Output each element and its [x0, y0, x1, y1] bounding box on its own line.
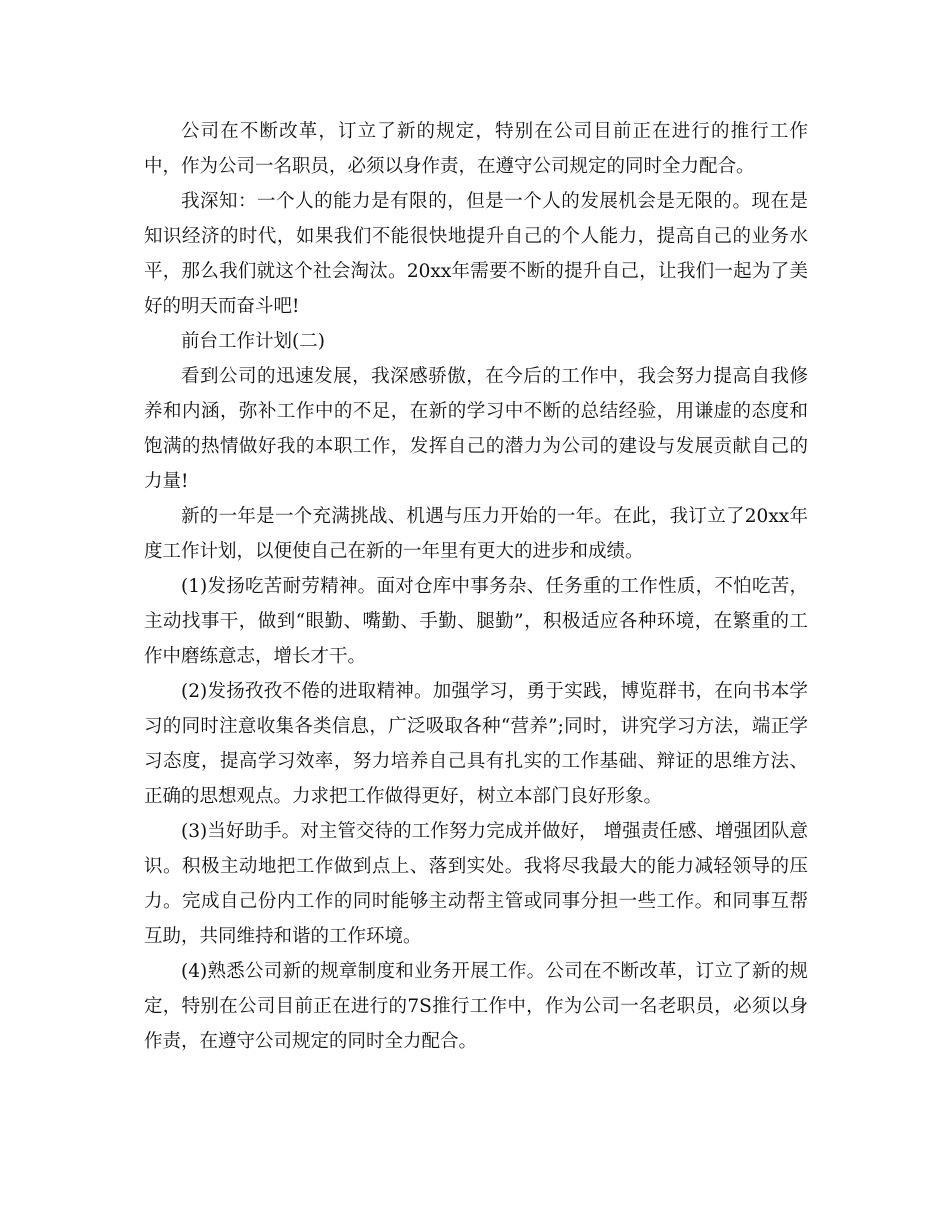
list-item-4: (4)熟悉公司新的规章制度和业务开展工作。公司在不断改革，订立了新的规定，特别在公司目前正在进行的7S推行工作中，作为公司一名老职员，必须以身作责，在遵守公司规定的同时全力配合。 — [144, 961, 808, 1052]
paragraph-self-improvement: 我深知：一个人的能力是有限的，但是一个人的发展机会是无限的。现在是知识经济的时代，如果我们不能很快地提升自己的个人能力，提高自己的业务水平，那么我们就这个社会淘汰。20xx年需要不断的提升自己，让我们一起为了美好的明天而奋斗吧! — [144, 191, 808, 317]
paragraph-new-year-plan: 新的一年是一个充满挑战、机遇与压力开始的一年。在此，我订立了20xx年度工作计划，以便使自己在新的一年里有更大的进步和成绩。 — [144, 506, 808, 562]
section-heading: 前台工作计划(二) — [181, 331, 325, 352]
paragraph-company-reform: 公司在不断改革，订立了新的规定，特别在公司目前正在进行的推行工作中，作为公司一名职员，必须以身作责，在遵守公司规定的同时全力配合。 — [144, 121, 808, 177]
list-item-3: (3)当好助手。对主管交待的工作努力完成并做好， 增强责任感、增强团队意识。积极主动地把工作做到点上、落到实处。我将尽我最大的能力减轻领导的压力。完成自己份内工作的同时能够主动帮主管或同事分担一些工作。和同事互帮互助，共同维持和谐的工作环境。 — [144, 821, 808, 947]
list-item-1: (1)发扬吃苦耐劳精神。面对仓库中事务杂、任务重的工作性质，不怕吃苦，主动找事干，做到“眼勤、嘴勤、手勤、腿勤”，积极适应各种环境，在繁重的工作中磨练意志，增长才干。 — [144, 576, 808, 667]
paragraph-company-development: 看到公司的迅速发展，我深感骄傲，在今后的工作中，我会努力提高自我修养和内涵，弥补工作中的不足，在新的学习中不断的总结经验，用谦虚的态度和饱满的热情做好我的本职工作，发挥自己的潜力为公司的建设与发展贡献自己的力量! — [144, 366, 808, 492]
list-item-2: (2)发扬孜孜不倦的进取精神。加强学习，勇于实践，博览群书，在向书本学习的同时注意收集各类信息，广泛吸取各种“营养”;同时，讲究学习方法，端正学习态度，提高学习效率，努力培养自己具有扎实的工作基础、辩证的思维方法、正确的思想观点。力求把工作做得更好，树立本部门良好形象。 — [144, 681, 808, 807]
document-body — [144, 114, 808, 1059]
